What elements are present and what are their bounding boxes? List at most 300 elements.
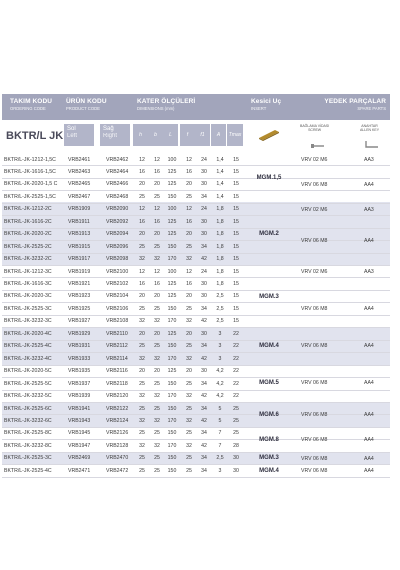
insert-group-label: MGM.3 bbox=[259, 455, 279, 461]
dimension-cell: 32 bbox=[186, 393, 192, 400]
table-row bbox=[2, 265, 390, 278]
dimension-cell: 20 bbox=[186, 368, 192, 375]
dimension-cell: 24 bbox=[201, 268, 207, 275]
dimension-cell: 16 bbox=[139, 168, 145, 175]
dimension-cell: 12 bbox=[186, 268, 192, 275]
dimension-cell: 34 bbox=[201, 380, 207, 387]
dimension-cell: 25 bbox=[139, 193, 145, 200]
dimension-cell: 34 bbox=[201, 193, 207, 200]
dimension-cell: 1,8 bbox=[216, 231, 224, 238]
dimension-cell: 25 bbox=[186, 467, 192, 474]
dimension-cell: 170 bbox=[167, 256, 177, 263]
dimension-cell: 100 bbox=[167, 268, 177, 275]
dimension-cell: 125 bbox=[167, 231, 177, 238]
dimension-cell: 150 bbox=[167, 193, 177, 200]
dimension-cell: 125 bbox=[167, 181, 177, 188]
dim-b-header: b bbox=[148, 124, 163, 146]
dimension-cell: 34 bbox=[201, 467, 207, 474]
dimension-cell: 7 bbox=[218, 442, 222, 449]
dimension-cell: 125 bbox=[167, 281, 177, 287]
dimension-cell: 25 bbox=[186, 193, 192, 200]
ordering-code-cell: BKTR/L-JK-3232-4C bbox=[4, 355, 52, 362]
dimension-cell: 150 bbox=[167, 380, 177, 387]
right-code-cell: VRB2098 bbox=[106, 256, 129, 263]
left-code-cell: VRB2469 bbox=[68, 455, 91, 462]
dimension-cell: 2,5 bbox=[216, 455, 224, 462]
ordering-code-cell: BKTR/L-JK-2525-4C bbox=[4, 343, 52, 350]
dimension-cell: 30 bbox=[201, 281, 207, 287]
dimension-cell: 22 bbox=[233, 343, 239, 350]
dimension-cell: 34 bbox=[201, 455, 207, 462]
dimension-cell: 3 bbox=[218, 330, 222, 337]
key-label: AA3 bbox=[364, 207, 374, 213]
left-code-cell: VRB1947 bbox=[68, 442, 91, 449]
dimension-cell: 25 bbox=[154, 405, 160, 412]
dimension-cell: 150 bbox=[167, 467, 177, 474]
dimension-cell: 32 bbox=[139, 256, 145, 263]
screw-label: VRV 06 M8 bbox=[301, 437, 328, 443]
dimension-cell: 25 bbox=[139, 405, 145, 412]
left-code-cell: VRB1915 bbox=[68, 243, 91, 250]
dimension-cell: 150 bbox=[167, 243, 177, 250]
left-column-header: Sol Left bbox=[64, 124, 94, 146]
ordering-code-cell: BKTR/L-JK-1616-2C bbox=[4, 218, 52, 225]
ordering-code-cell: BKTR/L-JK-1616-3C bbox=[4, 281, 52, 287]
table-row bbox=[2, 178, 390, 191]
dimension-cell: 3 bbox=[218, 355, 222, 362]
header-ordering-code: TAKIM KODU ORDERING CODE bbox=[10, 98, 53, 111]
right-code-cell: VRB2464 bbox=[106, 168, 129, 175]
dimension-cell: 15 bbox=[233, 181, 239, 188]
table-header bbox=[2, 94, 390, 120]
dimension-cell: 32 bbox=[154, 393, 160, 400]
right-code-cell: VRB2118 bbox=[106, 380, 128, 387]
dimension-cell: 16 bbox=[139, 218, 145, 225]
left-code-cell: VRB1935 bbox=[68, 368, 91, 375]
dimension-cell: 25 bbox=[139, 455, 145, 462]
table-row bbox=[2, 215, 390, 228]
dimension-cell: 12 bbox=[154, 156, 160, 163]
key-label: AA4 bbox=[364, 437, 374, 443]
key-label: AA4 bbox=[364, 412, 374, 418]
left-code-cell: VRB1923 bbox=[68, 293, 91, 300]
screw-label: VRV 02 M6 bbox=[301, 157, 328, 163]
insert-group-label: MGM.5 bbox=[259, 380, 279, 386]
right-code-cell: VRB2466 bbox=[106, 181, 129, 188]
dimension-cell: 22 bbox=[233, 393, 239, 400]
insert-group-label: MGM.6 bbox=[259, 412, 279, 418]
dimension-cell: 42 bbox=[201, 318, 207, 325]
dim-a-header: A bbox=[211, 124, 226, 146]
dimension-cell: 32 bbox=[154, 318, 160, 325]
left-code-cell: VRB1921 bbox=[68, 281, 91, 287]
left-code-cell: VRB1909 bbox=[68, 206, 91, 213]
key-label: AA3 bbox=[364, 269, 374, 275]
dimension-cell: 125 bbox=[167, 293, 177, 300]
ordering-code-cell: BKTR/L-JK-2525-4C bbox=[4, 467, 52, 474]
ordering-code-cell: BKTR/L-JK-3232-3C bbox=[4, 318, 52, 325]
ordering-code-cell: BKTR/L-JK-3232-2C bbox=[4, 256, 52, 263]
dimension-cell: 32 bbox=[186, 355, 192, 362]
dimension-cell: 42 bbox=[201, 355, 207, 362]
screw-label: VRV 06 M8 bbox=[301, 380, 328, 386]
insert-group-label: MGM.1,5 bbox=[256, 175, 282, 181]
ordering-code-cell: BKTR/L-JK-2020-4C bbox=[4, 330, 52, 337]
left-code-cell: VRB1919 bbox=[68, 268, 91, 275]
screw-label: VRV 06 M8 bbox=[301, 343, 328, 349]
insert-image bbox=[257, 128, 281, 147]
dimension-cell: 20 bbox=[186, 330, 192, 337]
table-row bbox=[2, 452, 390, 465]
left-code-cell: VRB2461 bbox=[68, 156, 91, 163]
dimension-cell: 170 bbox=[167, 318, 177, 325]
dimension-cell: 15 bbox=[233, 318, 239, 325]
dimension-cell: 1,8 bbox=[216, 281, 224, 287]
left-code-cell: VRB1913 bbox=[68, 231, 91, 238]
dimension-cell: 25 bbox=[154, 193, 160, 200]
table-row bbox=[2, 340, 390, 353]
table-row bbox=[2, 240, 390, 253]
insert-group-label: MGM.4 bbox=[259, 343, 279, 349]
dimension-cell: 34 bbox=[201, 343, 207, 350]
dimension-cell: 25 bbox=[154, 467, 160, 474]
insert-group-label: MGM.2 bbox=[259, 231, 279, 237]
dimension-cell: 24 bbox=[201, 156, 207, 163]
dimension-cell: 20 bbox=[139, 231, 145, 238]
insert-group-label: MGM.3 bbox=[259, 294, 279, 300]
dimension-cell: 7 bbox=[218, 430, 222, 437]
dimension-cell: 20 bbox=[186, 293, 192, 300]
dimension-cell: 16 bbox=[154, 218, 160, 225]
left-code-cell: VRB1945 bbox=[68, 430, 91, 437]
left-code-cell: VRB1917 bbox=[68, 256, 91, 263]
table-row bbox=[2, 253, 390, 266]
dimension-cell: 25 bbox=[233, 417, 239, 424]
ordering-code-cell: BKTR/L-JK-2525-3C bbox=[4, 455, 52, 462]
allen-key-header: ANAHTAR ALLEN KEY bbox=[360, 124, 380, 132]
dimension-cell: 100 bbox=[167, 206, 177, 213]
table-row bbox=[2, 203, 390, 216]
dimension-cell: 32 bbox=[139, 355, 145, 362]
ordering-code-cell: BKTR/L-JK-2020-1,5 C bbox=[4, 181, 58, 188]
table-row bbox=[2, 165, 390, 178]
dimension-cell: 12 bbox=[154, 206, 160, 213]
dimension-cell: 30 bbox=[201, 168, 207, 175]
ordering-code-cell: BKTR/L-JK-2020-3C bbox=[4, 293, 52, 300]
right-code-cell: VRB2090 bbox=[106, 206, 129, 213]
dimension-cell: 32 bbox=[186, 318, 192, 325]
dimension-cell: 25 bbox=[154, 243, 160, 250]
table-row bbox=[2, 302, 390, 315]
dimension-cell: 4,2 bbox=[216, 393, 224, 400]
right-column-header: Sağ Right bbox=[100, 124, 130, 146]
left-code-cell: VRB1939 bbox=[68, 393, 91, 400]
dimension-cell: 42 bbox=[201, 442, 207, 449]
table-row bbox=[2, 352, 390, 365]
dimension-cell: 12 bbox=[139, 156, 145, 163]
dimension-cell: 125 bbox=[167, 168, 177, 175]
right-code-cell: VRB2472 bbox=[106, 467, 129, 474]
table-row bbox=[2, 377, 390, 390]
dimension-cell: 20 bbox=[139, 293, 145, 300]
table-row bbox=[2, 390, 390, 403]
left-code-cell: VRB1941 bbox=[68, 405, 91, 412]
dimension-cell: 25 bbox=[186, 343, 192, 350]
dimension-cell: 3 bbox=[218, 343, 222, 350]
right-code-cell: VRB2120 bbox=[106, 393, 129, 400]
screw-label: VRV 06 M8 bbox=[301, 456, 328, 462]
dimension-cell: 32 bbox=[186, 442, 192, 449]
dimension-cell: 15 bbox=[233, 156, 239, 163]
dimension-cell: 16 bbox=[186, 218, 192, 225]
screw-label: VRV 06 M8 bbox=[301, 306, 328, 312]
dimension-cell: 150 bbox=[167, 343, 177, 350]
table-row bbox=[2, 439, 390, 452]
table-row bbox=[2, 315, 390, 328]
dimension-cell: 20 bbox=[154, 231, 160, 238]
left-code-cell: VRB2467 bbox=[68, 193, 91, 200]
key-label: AA4 bbox=[364, 380, 374, 386]
left-code-cell: VRB1943 bbox=[68, 417, 91, 424]
dimension-cell: 25 bbox=[139, 243, 145, 250]
dimension-cell: 170 bbox=[167, 417, 177, 424]
table-row bbox=[2, 402, 390, 415]
dimension-cell: 1,8 bbox=[216, 218, 224, 225]
dim-h-header: h bbox=[133, 124, 148, 146]
dimension-cell: 30 bbox=[201, 368, 207, 375]
dimension-cell: 25 bbox=[139, 380, 145, 387]
right-code-cell: VRB2116 bbox=[106, 368, 128, 375]
screw-label: VRV 02 M6 bbox=[301, 207, 328, 213]
dimension-cell: 42 bbox=[201, 393, 207, 400]
dimension-cell: 20 bbox=[154, 368, 160, 375]
dimension-cell: 15 bbox=[233, 281, 239, 287]
right-code-cell: VRB2110 bbox=[106, 330, 128, 337]
dimension-cell: 25 bbox=[186, 380, 192, 387]
dimension-cell: 25 bbox=[186, 430, 192, 437]
dimension-cell: 15 bbox=[233, 243, 239, 250]
left-code-cell: VRB2463 bbox=[68, 168, 91, 175]
allen-key-icon bbox=[365, 135, 379, 153]
dimension-cell: 25 bbox=[186, 305, 192, 312]
right-code-cell: VRB2094 bbox=[106, 231, 129, 238]
dim-f1-header: f1 bbox=[195, 124, 210, 146]
dimension-cell: 5 bbox=[218, 417, 222, 424]
dimension-cell: 25 bbox=[139, 305, 145, 312]
dimension-cell: 25 bbox=[139, 343, 145, 350]
dimension-cell: 125 bbox=[167, 368, 177, 375]
ordering-code-cell: BKTR/L-JK-3232-8C bbox=[4, 442, 52, 449]
dimension-cell: 34 bbox=[201, 243, 207, 250]
dimension-cell: 22 bbox=[233, 355, 239, 362]
dimension-cell: 1,4 bbox=[216, 156, 224, 163]
ordering-code-cell: BKTR/L-JK-2525-1,5C bbox=[4, 193, 56, 200]
table-row bbox=[2, 427, 390, 440]
dimension-cell: 16 bbox=[139, 281, 145, 287]
header-product-code: ÜRÜN KODU PRODUCT CODE bbox=[66, 98, 107, 111]
dimension-cell: 25 bbox=[139, 430, 145, 437]
dimension-cell: 32 bbox=[154, 417, 160, 424]
dimension-cell: 16 bbox=[154, 168, 160, 175]
dimension-cell: 25 bbox=[233, 405, 239, 412]
left-code-cell: VRB1929 bbox=[68, 330, 91, 337]
right-code-cell: VRB2100 bbox=[106, 268, 129, 275]
dimension-cell: 150 bbox=[167, 405, 177, 412]
dimension-cell: 32 bbox=[154, 256, 160, 263]
dimension-cell: 12 bbox=[139, 268, 145, 275]
key-label: AA4 bbox=[364, 238, 374, 244]
right-code-cell: VRB2112 bbox=[106, 343, 128, 350]
dimension-cell: 15 bbox=[233, 268, 239, 275]
dimension-cell: 1,8 bbox=[216, 256, 224, 263]
right-code-cell: VRB2092 bbox=[106, 218, 129, 225]
dimension-cell: 30 bbox=[201, 293, 207, 300]
dimension-cell: 30 bbox=[233, 467, 239, 474]
dimension-cell: 42 bbox=[201, 256, 207, 263]
left-code-cell: VRB1937 bbox=[68, 380, 91, 387]
dimension-cell: 30 bbox=[201, 330, 207, 337]
dim-tmax-header: Tmax bbox=[227, 124, 243, 146]
dimension-cell: 12 bbox=[186, 156, 192, 163]
dimension-cell: 15 bbox=[233, 206, 239, 213]
dimension-cell: 15 bbox=[233, 193, 239, 200]
dimension-cell: 2,5 bbox=[216, 305, 224, 312]
dimension-cell: 25 bbox=[154, 380, 160, 387]
right-code-cell: VRB2114 bbox=[106, 355, 128, 362]
dimension-cell: 32 bbox=[139, 442, 145, 449]
right-code-cell: VRB2106 bbox=[106, 305, 129, 312]
dimension-cell: 30 bbox=[201, 181, 207, 188]
key-label: AA4 bbox=[364, 306, 374, 312]
dimension-cell: 2,5 bbox=[216, 318, 224, 325]
dimension-cell: 150 bbox=[167, 305, 177, 312]
ordering-code-cell: BKTR/L-JK-1212-1,5C bbox=[4, 156, 56, 163]
right-code-cell: VRB2102 bbox=[106, 281, 129, 287]
dimension-cell: 12 bbox=[154, 268, 160, 275]
dim-f-header: f bbox=[180, 124, 195, 146]
dimension-cell: 170 bbox=[167, 442, 177, 449]
right-code-cell: VRB2104 bbox=[106, 293, 129, 300]
dimension-cell: 22 bbox=[233, 380, 239, 387]
left-code-cell: VRB1927 bbox=[68, 318, 91, 325]
left-code-cell: VRB2465 bbox=[68, 181, 91, 188]
right-code-cell: VRB2108 bbox=[106, 318, 129, 325]
dimension-cell: 16 bbox=[154, 281, 160, 287]
table-row bbox=[2, 464, 390, 477]
dimension-cell: 30 bbox=[233, 455, 239, 462]
dimension-cell: 4,2 bbox=[216, 368, 224, 375]
ordering-code-cell: BKTR/L-JK-2525-8C bbox=[4, 430, 52, 437]
dimension-cell: 1,4 bbox=[216, 168, 224, 175]
table-row bbox=[2, 190, 390, 203]
ordering-code-cell: BKTR/L-JK-1212-3C bbox=[4, 268, 52, 275]
dimension-cell: 125 bbox=[167, 218, 177, 225]
key-label: AA4 bbox=[364, 468, 374, 474]
table-row bbox=[2, 228, 390, 241]
dimension-cell: 32 bbox=[186, 417, 192, 424]
header-spare-parts: YEDEK PARÇALAR SPARE PARTS bbox=[324, 98, 386, 111]
insert-group-label: MGM.4 bbox=[259, 468, 279, 474]
dimension-cell: 5 bbox=[218, 405, 222, 412]
screw-header: BAĞLAMA VİDASI SCREW bbox=[300, 124, 330, 132]
dimension-cell: 25 bbox=[154, 343, 160, 350]
screw-label: VRV 06 M8 bbox=[301, 468, 328, 474]
left-code-cell: VRB1925 bbox=[68, 305, 91, 312]
screw-label: VRV 06 M8 bbox=[301, 412, 328, 418]
screw-icon bbox=[311, 136, 325, 154]
dimension-cell: 20 bbox=[186, 181, 192, 188]
dimension-cell: 4,2 bbox=[216, 380, 224, 387]
dimension-cell: 25 bbox=[154, 305, 160, 312]
left-code-cell: VRB1911 bbox=[68, 218, 90, 225]
right-code-cell: VRB2096 bbox=[106, 243, 129, 250]
left-code-cell: VRB1933 bbox=[68, 355, 91, 362]
ordering-code-cell: BKTR/L-JK-3232-6C bbox=[4, 417, 52, 424]
dimension-cell: 15 bbox=[233, 231, 239, 238]
series-title: BKTR/L JK bbox=[6, 130, 64, 142]
header-insert: Kesici Uç INSERT bbox=[251, 98, 282, 111]
dimension-cell: 150 bbox=[167, 455, 177, 462]
dim-l-header: L bbox=[163, 124, 178, 146]
dimension-cell: 34 bbox=[201, 405, 207, 412]
right-code-cell: VRB2122 bbox=[106, 405, 129, 412]
ordering-code-cell: BKTR/L-JK-2525-3C bbox=[4, 305, 52, 312]
ordering-code-cell: BKTR/L-JK-2020-5C bbox=[4, 368, 52, 375]
dimension-cell: 32 bbox=[186, 256, 192, 263]
dimension-cell: 170 bbox=[167, 393, 177, 400]
dimension-cell: 25 bbox=[233, 430, 239, 437]
screw-label: VRV 06 M8 bbox=[301, 238, 328, 244]
key-label: AA4 bbox=[364, 456, 374, 462]
dimension-cell: 170 bbox=[167, 355, 177, 362]
key-label: AA4 bbox=[364, 343, 374, 349]
dimension-cell: 25 bbox=[154, 455, 160, 462]
dimension-cell: 2,5 bbox=[216, 293, 224, 300]
dimension-cell: 3 bbox=[218, 467, 222, 474]
dimension-cell: 32 bbox=[154, 442, 160, 449]
header-dimensions: KATER ÖLÇÜLERİ DIMENSIONS (mm) bbox=[137, 98, 196, 111]
ordering-code-cell: BKTR/L-JK-2020-2C bbox=[4, 231, 52, 238]
dimension-cell: 32 bbox=[139, 318, 145, 325]
dimension-cell: 32 bbox=[139, 417, 145, 424]
table-row bbox=[2, 290, 390, 303]
left-code-cell: VRB1931 bbox=[68, 343, 91, 350]
right-code-cell: VRB2124 bbox=[106, 417, 129, 424]
table-row bbox=[2, 414, 390, 427]
dimension-cell: 1,4 bbox=[216, 193, 224, 200]
dimension-cell: 1,4 bbox=[216, 181, 224, 188]
dimension-cell: 16 bbox=[186, 281, 192, 287]
dimension-cell: 1,8 bbox=[216, 243, 224, 250]
dimension-cell: 30 bbox=[201, 231, 207, 238]
table-row bbox=[2, 365, 390, 378]
dimension-cell: 25 bbox=[139, 467, 145, 474]
table-row bbox=[2, 327, 390, 340]
dimension-cell: 34 bbox=[201, 430, 207, 437]
dimension-cell: 16 bbox=[186, 168, 192, 175]
ordering-code-cell: BKTR/L-JK-1212-2C bbox=[4, 206, 52, 213]
dimension-cell: 20 bbox=[139, 330, 145, 337]
insert-group-label: MGM.8 bbox=[259, 437, 279, 443]
dimension-cell: 125 bbox=[167, 330, 177, 337]
dimension-cell: 15 bbox=[233, 168, 239, 175]
table-row bbox=[2, 278, 390, 291]
table-row bbox=[2, 153, 390, 166]
right-code-cell: VRB2126 bbox=[106, 430, 129, 437]
dimension-cell: 22 bbox=[233, 368, 239, 375]
screw-label: VRV 06 M8 bbox=[301, 182, 328, 188]
dimension-cell: 150 bbox=[167, 430, 177, 437]
